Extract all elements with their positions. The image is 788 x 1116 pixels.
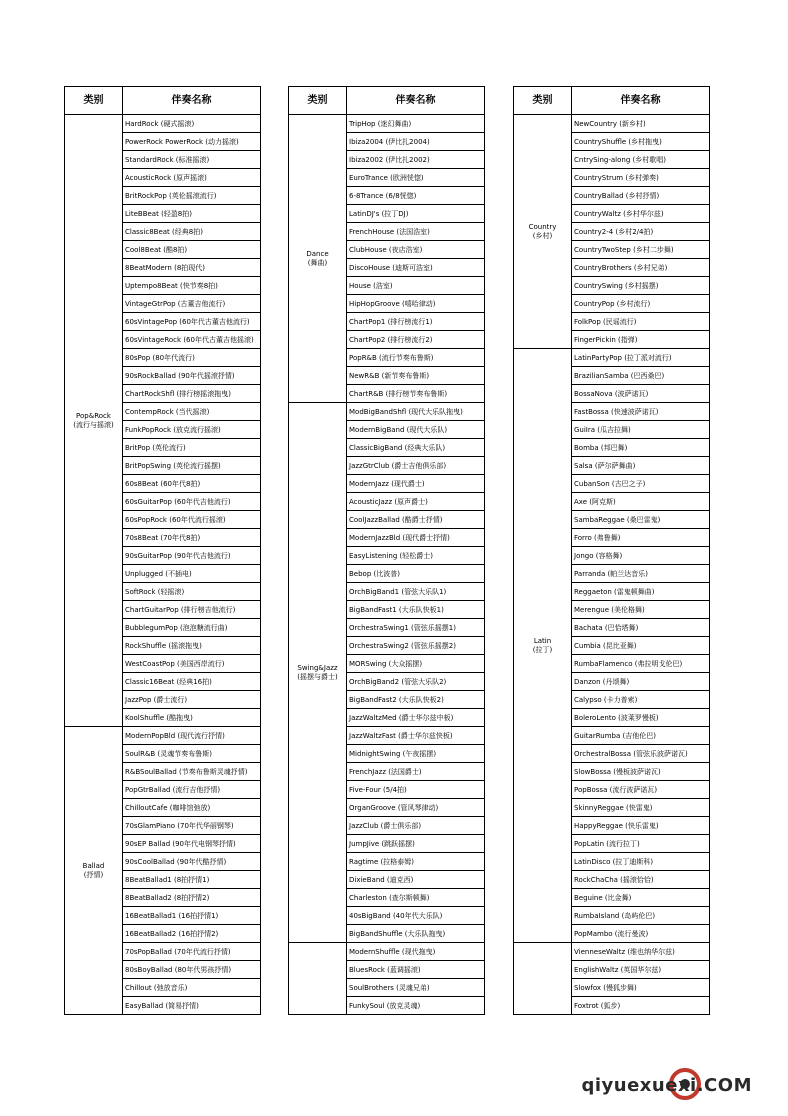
style-name-cell: RockShuffle (摇滚拖曳) (123, 637, 261, 655)
style-name-cell: SoftRock (轻摇滚) (123, 583, 261, 601)
style-name-cell: 16BeatBallad1 (16拍抒情1) (123, 907, 261, 925)
style-name-cell: SkinnyReggae (快雷鬼) (572, 799, 710, 817)
style-name-cell: Charleston (查尔斯顿舞) (347, 889, 485, 907)
style-name-cell: 60sGuitarPop (60年代吉他流行) (123, 493, 261, 511)
style-name-cell: ModernJazz (现代爵士) (347, 475, 485, 493)
category-cell: Pop&Rock (流行与摇滚) (65, 115, 123, 727)
style-name-cell: Classic8Beat (经典8拍) (123, 223, 261, 241)
style-name-cell: 8BeatModern (8拍现代) (123, 259, 261, 277)
style-name-cell: RumbaFlamenco (弗拉明戈伦巴) (572, 655, 710, 673)
style-name-cell: ChartRockShfl (排行榜摇滚拖曳) (123, 385, 261, 403)
style-name-cell: BritPop (英伦流行) (123, 439, 261, 457)
style-name-cell: EnglishWaltz (英国华尔兹) (572, 961, 710, 979)
style-name-cell: ChartPop1 (排行榜流行1) (347, 313, 485, 331)
style-name-cell: CoolJazzBallad (酷爵士抒情) (347, 511, 485, 529)
style-name-cell: FrenchHouse (法国浩室) (347, 223, 485, 241)
style-name-cell: LatinDJ's (拉丁DJ) (347, 205, 485, 223)
style-name-cell: ChilloutCafe (咖啡馆弛放) (123, 799, 261, 817)
style-name-cell: SlowBossa (慢板波萨诺瓦) (572, 763, 710, 781)
style-name-cell: Uptempo8Beat (快节奏8拍) (123, 277, 261, 295)
style-name-cell: CubanSon (古巴之子) (572, 475, 710, 493)
style-name-cell: PopLatin (流行拉丁) (572, 835, 710, 853)
style-name-cell: 70sPopBallad (70年代流行抒情) (123, 943, 261, 961)
style-name-cell: OrchestraSwing2 (管弦乐摇摆2) (347, 637, 485, 655)
style-name-cell: 60sPopRock (60年代流行摇滚) (123, 511, 261, 529)
style-name-cell: 6-8Trance (6/8恍惚) (347, 187, 485, 205)
style-name-cell: 60sVintageRock (60年代古董吉他摇滚) (123, 331, 261, 349)
style-name-cell: BritRockPop (英伦摇滚流行) (123, 187, 261, 205)
style-name-cell: AcousticJazz (原声爵士) (347, 493, 485, 511)
style-name-cell: ChartGuitarPop (排行榜吉他流行) (123, 601, 261, 619)
style-name-cell: Salsa (萨尔萨舞曲) (572, 457, 710, 475)
table-row (289, 943, 485, 961)
style-name-cell: TripHop (迷幻舞曲) (347, 115, 485, 133)
style-name-cell: FingerPickin (指弹) (572, 331, 710, 349)
style-name-cell: JazzWaltzFast (爵士华尔兹快板) (347, 727, 485, 745)
table-body (289, 115, 485, 1015)
style-name-cell: MidnightSwing (午夜摇摆) (347, 745, 485, 763)
category-cell (514, 943, 572, 1015)
style-name-cell: 40sBigBand (40年代大乐队) (347, 907, 485, 925)
style-name-cell: 16BeatBallad2 (16拍抒情2) (123, 925, 261, 943)
style-name-cell: House (浩室) (347, 277, 485, 295)
style-name-cell: HardRock (硬式摇滚) (123, 115, 261, 133)
style-name-cell: 8BeatBallad1 (8拍抒情1) (123, 871, 261, 889)
style-name-cell: SambaReggae (桑巴雷鬼) (572, 511, 710, 529)
style-name-cell: JumpJive (跳跃摇摆) (347, 835, 485, 853)
style-name-cell: 90sGuitarPop (90年代吉他流行) (123, 547, 261, 565)
table-row (289, 403, 485, 421)
style-name-cell: ModernShuffle (现代拖曳) (347, 943, 485, 961)
style-name-cell: HappyReggae (快乐雷鬼) (572, 817, 710, 835)
style-name-cell: CountrySwing (乡村摇摆) (572, 277, 710, 295)
style-name-cell: BritPopSwing (英伦流行摇摆) (123, 457, 261, 475)
style-name-cell: NewCountry (新乡村) (572, 115, 710, 133)
style-name-cell: StandardRock (标准摇滚) (123, 151, 261, 169)
style-name-cell: Calypso (卡力普索) (572, 691, 710, 709)
style-name-cell: 60sVintagePop (60年代古董吉他流行) (123, 313, 261, 331)
category-cell (289, 943, 347, 1015)
style-table-2 (288, 86, 485, 1015)
style-name-cell: Unplugged (不插电) (123, 565, 261, 583)
style-name-cell: Classic16Beat (经典16拍) (123, 673, 261, 691)
style-name-cell: Merengue (美伦格舞) (572, 601, 710, 619)
style-name-cell: 90sRockBallad (90年代摇滚抒情) (123, 367, 261, 385)
style-name-cell: PowerRock PowerRock (动力摇滚) (123, 133, 261, 151)
style-name-cell: Forro (弗鲁舞) (572, 529, 710, 547)
style-name-cell: BoleroLento (波莱罗慢板) (572, 709, 710, 727)
style-name-cell: PopMambo (流行曼波) (572, 925, 710, 943)
style-name-cell: RockChaCha (摇滚恰恰) (572, 871, 710, 889)
style-name-cell: OrchestraSwing1 (管弦乐摇摆1) (347, 619, 485, 637)
style-name-cell: ClassicBigBand (经典大乐队) (347, 439, 485, 457)
style-name-cell: Chillout (弛放音乐) (123, 979, 261, 997)
table-row (289, 115, 485, 133)
style-name-cell: Beguine (比金舞) (572, 889, 710, 907)
style-name-cell: ModernBigBand (现代大乐队) (347, 421, 485, 439)
style-name-cell: WestCoastPop (美国西岸流行) (123, 655, 261, 673)
style-name-cell: 8BeatBallad2 (8拍抒情2) (123, 889, 261, 907)
style-name-cell: CountryWaltz (乡村华尔兹) (572, 205, 710, 223)
style-name-cell: OrchBigBand2 (管弦大乐队2) (347, 673, 485, 691)
style-name-cell: 80sBoyBallad (80年代男孩抒情) (123, 961, 261, 979)
style-name-cell: JazzPop (爵士流行) (123, 691, 261, 709)
style-name-cell: RumbaIsland (岛屿伦巴) (572, 907, 710, 925)
header-category: 类别 (65, 87, 123, 115)
header-category: 类别 (289, 87, 347, 115)
style-name-cell: PopBossa (流行波萨诺瓦) (572, 781, 710, 799)
style-name-cell: CountryTwoStep (乡村二步舞) (572, 241, 710, 259)
style-table-3 (513, 86, 710, 1015)
style-name-cell: BigBandFast2 (大乐队快板2) (347, 691, 485, 709)
style-name-cell: ModernPopBld (现代流行抒情) (123, 727, 261, 745)
style-name-cell: KoolShuffle (酷拖曳) (123, 709, 261, 727)
style-name-cell: AcousticRock (原声摇滚) (123, 169, 261, 187)
style-name-cell: Bomba (邦巴舞) (572, 439, 710, 457)
style-name-cell: Cool8Beat (酷8拍) (123, 241, 261, 259)
style-name-cell: Cumbia (昆比亚舞) (572, 637, 710, 655)
style-name-cell: GuiIra (瓜吉拉舞) (572, 421, 710, 439)
style-name-cell: BigBandShuffle (大乐队拖曳) (347, 925, 485, 943)
style-name-cell: Danzon (丹颂舞) (572, 673, 710, 691)
table-row (65, 115, 261, 133)
table-row (514, 115, 710, 133)
style-name-cell: BubblegumPop (泡泡糖流行曲) (123, 619, 261, 637)
style-name-cell: MORSwing (大众摇摆) (347, 655, 485, 673)
style-name-cell: HipHopGroove (嘻哈律动) (347, 295, 485, 313)
style-name-cell: Parranda (帕兰达音乐) (572, 565, 710, 583)
style-name-cell: FastBossa (快速波萨诺瓦) (572, 403, 710, 421)
category-cell: Country (乡村) (514, 115, 572, 349)
style-name-cell: ModernJazzBld (现代爵士抒情) (347, 529, 485, 547)
category-cell: Latin (拉丁) (514, 349, 572, 943)
style-name-cell: BossaNova (波萨诺瓦) (572, 385, 710, 403)
style-name-cell: FrenchJazz (法国爵士) (347, 763, 485, 781)
style-name-cell: ChartR&B (排行榜节奏布鲁斯) (347, 385, 485, 403)
style-name-cell: 70s8Beat (70年代8拍) (123, 529, 261, 547)
style-name-cell: 80sPop (80年代流行) (123, 349, 261, 367)
style-name-cell: OrchBigBand1 (管弦大乐队1) (347, 583, 485, 601)
style-name-cell: ChartPop2 (排行榜流行2) (347, 331, 485, 349)
style-name-cell: ModBigBandShfl (现代大乐队拖曳) (347, 403, 485, 421)
style-name-cell: 70sGlamPiano (70年代华丽钢琴) (123, 817, 261, 835)
header-name: 伴奏名称 (123, 87, 261, 115)
header-category: 类别 (514, 87, 572, 115)
style-name-cell: LatinDisco (拉丁迪斯科) (572, 853, 710, 871)
style-name-cell: SoulR&B (灵魂节奏布鲁斯) (123, 745, 261, 763)
style-name-cell: Foxtrot (狐步) (572, 997, 710, 1015)
style-name-cell: CountryPop (乡村流行) (572, 295, 710, 313)
style-name-cell: CntrySing-along (乡村歌唱) (572, 151, 710, 169)
style-name-cell: CountryBallad (乡村抒情) (572, 187, 710, 205)
style-name-cell: Ibiza2004 (伊比扎2004) (347, 133, 485, 151)
style-name-cell: SoulBrothers (灵魂兄弟) (347, 979, 485, 997)
style-name-cell: Bachata (巴恰塔舞) (572, 619, 710, 637)
style-name-cell: OrganGroove (管风琴律动) (347, 799, 485, 817)
style-name-cell: PopR&B (流行节奏布鲁斯) (347, 349, 485, 367)
style-name-cell: Jongo (容格舞) (572, 547, 710, 565)
style-name-cell: DiscoHouse (迪斯可浩室) (347, 259, 485, 277)
style-name-cell: R&BSoulBallad (节奏布鲁斯灵魂抒情) (123, 763, 261, 781)
style-name-cell: LatinPartyPop (拉丁派对流行) (572, 349, 710, 367)
style-name-cell: JazzClub (爵士俱乐部) (347, 817, 485, 835)
style-name-cell: Ibiza2002 (伊比扎2002) (347, 151, 485, 169)
style-name-cell: Ragtime (拉格泰姆) (347, 853, 485, 871)
style-name-cell: FunkySoul (放克灵魂) (347, 997, 485, 1015)
category-cell: Ballad (抒情) (65, 727, 123, 1015)
style-name-cell: NewR&B (新节奏布鲁斯) (347, 367, 485, 385)
style-table-1 (64, 86, 261, 1015)
style-name-cell: CountryBrothers (乡村兄弟) (572, 259, 710, 277)
style-name-cell: CountryShuffle (乡村拖曳) (572, 133, 710, 151)
style-name-cell: 60s8Beat (60年代8拍) (123, 475, 261, 493)
table-row (514, 943, 710, 961)
header-name: 伴奏名称 (347, 87, 485, 115)
header-name: 伴奏名称 (572, 87, 710, 115)
style-name-cell: LiteBBeat (轻盈8拍) (123, 205, 261, 223)
style-name-cell: PopGtrBallad (流行吉他抒情) (123, 781, 261, 799)
style-name-cell: BluesRock (蓝调摇滚) (347, 961, 485, 979)
style-name-cell: ClubHouse (夜店浩室) (347, 241, 485, 259)
style-name-cell: FunkPopRock (放克流行摇滚) (123, 421, 261, 439)
style-name-cell: ContempRock (当代摇滚) (123, 403, 261, 421)
style-name-cell: JazzGtrClub (爵士吉他俱乐部) (347, 457, 485, 475)
style-name-cell: Axe (阿克斯) (572, 493, 710, 511)
style-name-cell: BrazilianSamba (巴西桑巴) (572, 367, 710, 385)
style-name-cell: JazzWaltzMed (爵士华尔兹中板) (347, 709, 485, 727)
table-body (514, 115, 710, 1015)
table-body (65, 115, 261, 1015)
table-row (514, 349, 710, 367)
style-name-cell: GuitarRumba (吉他伦巴) (572, 727, 710, 745)
style-name-cell: EasyBallad (简易抒情) (123, 997, 261, 1015)
style-name-cell: EasyListening (轻松爵士) (347, 547, 485, 565)
style-name-cell: Five-Four (5/4拍) (347, 781, 485, 799)
style-name-cell: Slowfox (慢狐步舞) (572, 979, 710, 997)
style-name-cell: FolkPop (民谣流行) (572, 313, 710, 331)
style-name-cell: EuroTrance (欧洲恍惚) (347, 169, 485, 187)
style-name-cell: CountryStrum (乡村弹奏) (572, 169, 710, 187)
style-name-cell: VienneseWaltz (维也纳华尔兹) (572, 943, 710, 961)
style-name-cell: VintageGtrPop (古董吉他流行) (123, 295, 261, 313)
style-name-cell: DixieBand (迪克西) (347, 871, 485, 889)
style-name-cell: 90sCoolBallad (90年代酷抒情) (123, 853, 261, 871)
style-name-cell: OrchestralBossa (管弦乐波萨诺瓦) (572, 745, 710, 763)
style-name-cell: Country2-4 (乡村2/4拍) (572, 223, 710, 241)
style-name-cell: Bebop (比波普) (347, 565, 485, 583)
category-cell: Swing&Jazz (摇摆与爵士) (289, 403, 347, 943)
style-name-cell: 90sEP Ballad (90年代电钢琴抒情) (123, 835, 261, 853)
category-cell: Dance (舞曲) (289, 115, 347, 403)
table-row (65, 727, 261, 745)
style-name-cell: Reggaeton (雷鬼顿舞曲) (572, 583, 710, 601)
style-name-cell: BigBandFast1 (大乐队快板1) (347, 601, 485, 619)
watermark-text: qiyuexuexi.COM (581, 1075, 752, 1096)
